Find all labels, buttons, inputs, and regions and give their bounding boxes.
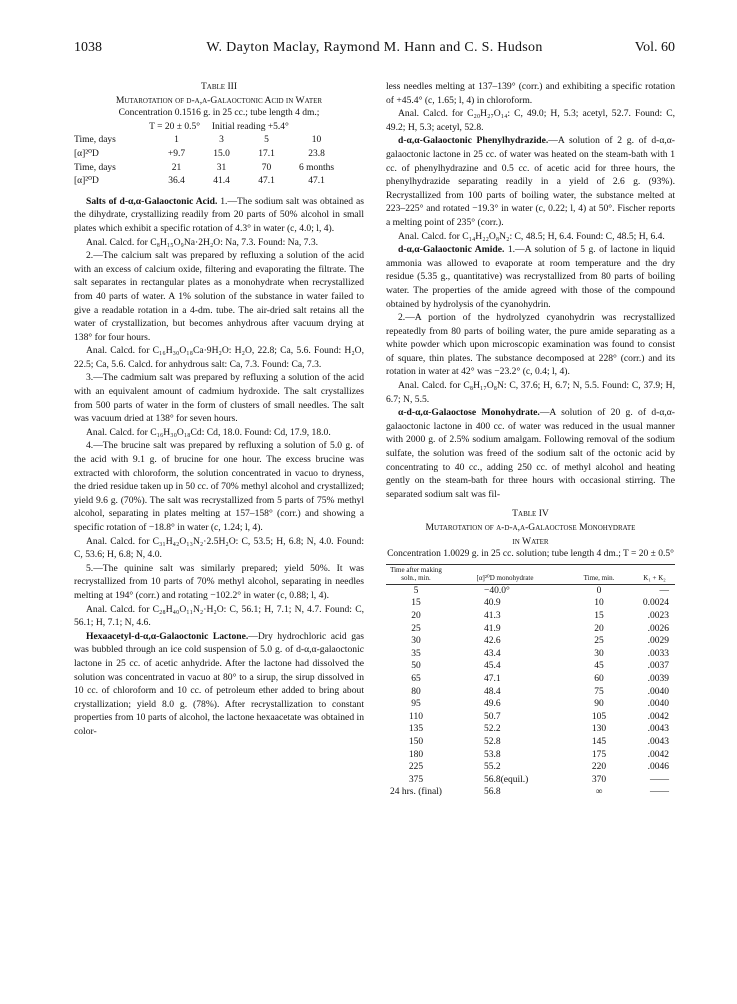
table-cell: — (634, 584, 675, 597)
table-cell: 45.4 (484, 661, 501, 672)
paragraph-text: —A solution of 2 g. of d-α,α-galaoctonic lactone in 25 cc. of water was heated on the steam-bath with 1 cc. of phenylhydrazine and 0.5 cc. of acetic acid for three hours, the phenylhydrazide separating readily in a yield of 2.6 g. (93%). Recrystallized from 100 parts of boiling water, the substance melted at 223–225° and rotated −19.3° in water (c, 0.22; l, 4) at 50°. Fischer reports a melting point of 235° (corr.). (386, 135, 676, 228)
table-row (74, 175, 364, 189)
table-4-title: Mutarotation of α-d-α,α-Galaoctose Monohydrate (425, 522, 636, 533)
table-cell: .0046 (647, 762, 669, 773)
table-3 (74, 107, 364, 189)
table-cell: 135 (408, 724, 424, 735)
table-cell: 15 (594, 610, 604, 621)
analysis-paragraph: Anal. Calcd. for C₈H₁₇O₈N: C, 37.6; H, 6.7; N, 5.5. Found: C, 37.9; H, 6.7; N, 5.5. (386, 380, 675, 405)
section-heading: d-α,α-Galaoctonic Phenylhydrazide. (398, 135, 549, 147)
table-cell: 55.2 (484, 762, 501, 773)
table-cell: 40.9 (484, 598, 501, 609)
table-cell: 36.4 (168, 176, 185, 187)
analysis-paragraph: Anal. Calcd. for C₁₄H₂₂O₈N₂: C, 48.5; H, 6.4. Found: C, 48.5; H, 6.4. (398, 230, 665, 242)
table-cell: 6 months (298, 162, 335, 173)
table-cell: 150 (408, 736, 424, 747)
table-cell: —— (650, 787, 669, 798)
table-row (386, 736, 675, 749)
table-cell: .0042 (647, 749, 669, 760)
table-cell: 175 (591, 749, 607, 760)
table-row (386, 723, 675, 736)
table-cell: 47.1 (308, 176, 325, 187)
paragraph: 2.—The calcium salt was prepared by refluxing a solution of the acid with an excess of calcium oxide, filtering and evaporating the filtrate. The salt separates in rectangular plates as a monohydrate when recrystallized from 40 parts of water. A 1% solution of the substance in water failed to give a readable rotation in a 4-dm. tube. The air-dried salt retains all the water of crystallization, but becomes anhydrous after vacuum drying at 138° for four hours. (74, 250, 364, 343)
table-4 (386, 564, 675, 799)
table-cell: 5 (264, 135, 269, 146)
table-cell: 17.1 (258, 148, 275, 159)
paragraph-text: —Dry hydrochloric acid gas was bubbled through an ice cold suspension of 5.0 g. of d-α,α-galaoctonic lactone in 25 cc. of acetic anhydride. After the lactone had dissolved the solution was concentrated in vacuo at 80° to a sirup, the sirup dissolved in 10 cc. of chloroform and 10 cc. of petroleum ether added to bring about crystallization; yield 8.0 g. (78%). After recrystallization to constant properties from 10 parts of alcohol, the lactone hexaacetate was obtained in color- (74, 630, 364, 737)
table-cell: .0043 (647, 724, 669, 735)
table-cell: 25 (594, 636, 604, 647)
paragraph: less needles melting at 137–139° (corr.) and exhibiting a specific rotation of +45.4° (c, 1.65; l, 4) in chloroform. (386, 81, 675, 106)
table-cell: 56.8(equil.) (484, 774, 529, 785)
table-4-concentration: Concentration 1.0029 g. in 25 cc. solution; tube length 4 dm.; T = 20 ± 0.5° (387, 549, 674, 560)
paragraph: 2.—A portion of the hydrolyzed cyanohydrin was recrystallized repeatedly from 80 parts of boiling water, the pure amide separating as a white powder which upon microscopic examination was found to consist of square, thin plates. The substance decomposed at 228° (corr.) and its rotation in water at 42° was −23.2° (c, 0.4; l, 4). (386, 312, 675, 378)
table-cell: 1 (174, 135, 179, 146)
paragraph (386, 134, 675, 229)
table-row (386, 584, 675, 597)
paragraph: 3.—The cadmium salt was prepared by refluxing a solution of the acid with an equivalent amount of cadmium hydroxide. The salt crystallizes from 500 parts of water in the form of clusters of small needles. The salt was vacuum dried at 138° for seven hours. (74, 372, 364, 425)
table-cell: 41.4 (213, 176, 230, 187)
table-cell: ∞ (595, 787, 603, 798)
table-row (386, 786, 675, 799)
running-title: W. Dayton Maclay, Raymond M. Hann and C. S. Hudson (206, 40, 543, 55)
table-cell: 52.8 (484, 736, 501, 747)
table-cell: 30 (411, 636, 421, 647)
table-cell: .0037 (647, 661, 669, 672)
table-cell: .0040 (647, 686, 669, 697)
running-header (74, 40, 675, 60)
page-number: 1038 (74, 40, 102, 55)
table-row (74, 148, 364, 162)
table-cell: 10 (594, 598, 604, 609)
table-cell: 95 (411, 699, 421, 710)
paragraph (386, 243, 675, 311)
table-cell: 50.7 (484, 711, 501, 722)
table-cell: 145 (591, 736, 607, 747)
table-row (386, 698, 675, 711)
table-row (386, 597, 675, 610)
table-row (386, 686, 675, 699)
column-header: Time, min. (583, 573, 615, 582)
table-3-title: Mutarotation of d-α,α-Galaoctonic Acid in Water (115, 94, 323, 106)
analysis-paragraph: Anal. Calcd. for C₈H₁₅O₉Na·2H₂O: Na, 7.3. Found: Na, 7.3. (86, 236, 319, 248)
analysis-paragraph: Anal. Calcd. for C₁₆H₃₀O₁₈Ca·9H₂O: H₂O, 22.8; Ca, 5.6. Found: H₂O, 22.5; Ca, 5.6. Calcd. for anhydrous salt: Ca, 7.3. Found: Ca, 7.3. (74, 345, 364, 370)
table-cell: 23.8 (308, 148, 325, 159)
table-cell: 50 (411, 661, 421, 672)
row-label: [α]²⁰D (74, 176, 99, 187)
row-label: Time, days (74, 135, 116, 146)
table-row (386, 774, 675, 787)
table-cell: 180 (408, 749, 424, 760)
paragraph: 4.—The brucine salt was prepared by refluxing a solution of 5.0 g. of the acid with 9.1 g. of brucine for one hour. The excess brucine was extracted with chloroform, the solution concentrated in vacuo to dryness, the dried residue taken up in 50 cc. of 70% methyl alcohol and crystallized; yield 9.6 g. (70%). The salt was recrystallized from 5 parts of 75% methyl alcohol, separating in plates melting at 157–158° (corr.) and showing a specific rotation of −18.8° in water (c, 1.24; l, 4). (74, 440, 364, 533)
table-row (386, 673, 675, 686)
paragraph-text: 1.—The sodium salt was obtained as the dihydrate, crystallizing readily from 20 parts of 50% alcohol in small plates which exhibit a specific rotation of 4.3° in water (c, 4.0; l, 4). (74, 195, 364, 234)
table-cell: 90 (594, 699, 604, 710)
table-cell: 48.4 (484, 686, 501, 697)
table-cell: 105 (591, 711, 607, 722)
table-cell: 10 (311, 135, 322, 146)
table-cell: 41.3 (484, 610, 501, 621)
table-cell: 0.0024 (642, 598, 669, 609)
table-cell: 0 (564, 584, 634, 597)
table-cell: 65 (411, 673, 421, 684)
table-cell: .0040 (647, 699, 669, 710)
row-label: [α]²⁰D (74, 148, 99, 159)
table-cell: .0023 (647, 610, 669, 621)
table-row (386, 660, 675, 673)
analysis-paragraph: Anal. Calcd. for C₂₈H₄₀O₁₁N₂·H₂O: C, 56.1; H, 7.1; N, 4.7. Found: C, 56.1; H, 7.1; N, 4.6. (74, 603, 364, 629)
paragraph (74, 195, 364, 236)
table-cell: 24 hrs. (final) (390, 787, 442, 798)
table-cell: 43.4 (484, 648, 501, 659)
table-cell: 5 (386, 584, 446, 597)
column-header: Time after making soln., min. (390, 565, 442, 582)
table-cell: 21 (171, 162, 182, 173)
table-cell: 80 (411, 686, 421, 697)
table-cell: .0026 (647, 623, 669, 634)
table-cell: 53.8 (484, 749, 501, 760)
section-heading: d-α,α-Galaoctonic Amide. (398, 244, 505, 256)
right-column (386, 80, 675, 799)
volume-label: Vol. 60 (634, 40, 675, 55)
table-cell: 35 (411, 648, 421, 659)
table-cell: 42.6 (484, 636, 501, 647)
table-cell: 47.1 (484, 673, 501, 684)
table-cell: .0029 (647, 636, 669, 647)
table-cell: .0033 (647, 648, 669, 659)
table-4-title-cont: in Water (512, 535, 549, 547)
table-row (386, 749, 675, 762)
table-cell: 15.0 (213, 148, 230, 159)
table-cell: 60 (594, 673, 604, 684)
table-cell: +9.7 (167, 148, 186, 159)
table-cell: 30 (594, 648, 604, 659)
section-heading: α-d-α,α-Galaoctose Monohydrate. (398, 407, 540, 419)
table-cell: .0039 (647, 673, 669, 684)
paragraph-text: —A solution of 20 g. of d-α,α-galaoctonic lactone in 400 cc. of water was reduced in the usual manner with 2000 g. of 2.5% sodium amalgam. Following removal of the sodium sulfate, the solution was freed of the sodium salt of the octonic acid by concentrating to 40 cc., adding 250 cc. of methyl alcohol and heating gently on the steam-bath for three hours with occasional stirring. The separated sodium salt was fil- (386, 407, 675, 500)
table-row (386, 610, 675, 623)
analysis-paragraph: Anal. Calcd. for C₂₀H₂₇O₁₄: C, 49.0; H, 5.3; acetyl, 52.7. Found: C, 49.2; H, 5.3; acetyl, 52.8. (386, 108, 675, 133)
table-row (74, 134, 364, 148)
table-cell: —— (650, 774, 669, 785)
table-row (386, 761, 675, 774)
table-row (74, 162, 364, 176)
table-cell: −40.0° (446, 584, 564, 597)
table-cell: 225 (408, 762, 424, 773)
table-cell: 375 (408, 774, 424, 785)
table-cell: 15 (411, 598, 421, 609)
table-cell: 56.8 (484, 787, 501, 798)
table-cell: 31 (216, 162, 227, 173)
table-4-body (386, 584, 675, 799)
table-cell: .0042 (647, 711, 669, 722)
table-3-temperature: T = 20 ± 0.5° Initial reading +5.4° (149, 121, 289, 132)
table-cell: 130 (591, 724, 607, 735)
table-3-label: Table III (200, 81, 238, 92)
paragraph (386, 406, 675, 501)
table-row (386, 623, 675, 636)
table-row (386, 711, 675, 724)
table-cell: .0043 (647, 736, 669, 747)
paragraph: 5.—The quinine salt was similarly prepared; yield 50%. It was recrystallized from 10 parts of 70% methyl alcohol, separating in needles melting at 194° (corr.) and rotating −102.2° in water (c, 0.88; l, 4). (74, 562, 364, 601)
table-cell: 20 (411, 610, 421, 621)
table-cell: 70 (261, 162, 272, 173)
table-row (386, 648, 675, 661)
analysis-paragraph: Anal. Calcd. for C₃₁H₄₂O₁₃N₂·2.5H₂O: C, 53.5; H, 6.8; N, 4.0. Found: C, 53.6; H, 6.8; N, 4.0. (74, 535, 364, 561)
table-cell: 3 (219, 135, 224, 146)
paragraph-text: 1.—A solution of 5 g. of lactone in liquid ammonia was allowed to evaporate at room temperature and the dry residue (5.35 g., quantitative) was recrystallized from 80 parts of boiling water. The properties of the amide agreed with those of the compound obtained by hydrolysis of the cyanohydrin. (386, 244, 675, 310)
row-label: Time, days (74, 162, 116, 173)
table-4-label: Table IV (512, 508, 549, 520)
section-heading: Salts of d-α,α-Galaoctonic Acid. (86, 195, 218, 207)
table-cell: 25 (411, 623, 421, 634)
table-cell: 45 (594, 661, 604, 672)
column-header: K₁ + K₂ (643, 573, 666, 582)
table-cell: 52.2 (484, 724, 501, 735)
table-cell: 47.1 (258, 176, 275, 187)
table-cell: 75 (594, 686, 604, 697)
table-cell: 220 (591, 762, 607, 773)
table-cell: 370 (591, 774, 607, 785)
table-cell: 49.6 (484, 699, 501, 710)
table-cell: 20 (594, 623, 604, 634)
table-3-concentration: Concentration 0.1516 g. in 25 cc.; tube length 4 dm.; (118, 108, 320, 119)
column-header: [α]²⁰D monohydrate (476, 573, 534, 582)
analysis-paragraph: Anal. Calcd. for C₁₆H₃₀O₁₈Cd: Cd, 18.0. Found: Cd, 17.9, 18.0. (86, 426, 331, 438)
table-cell: 110 (409, 711, 423, 722)
section-heading: Hexaacetyl-d-α,α-Galaoctonic Lactone. (86, 630, 249, 642)
paragraph (74, 630, 364, 739)
table-cell: 41.9 (484, 623, 501, 634)
left-column (74, 80, 364, 739)
table-row (386, 635, 675, 648)
